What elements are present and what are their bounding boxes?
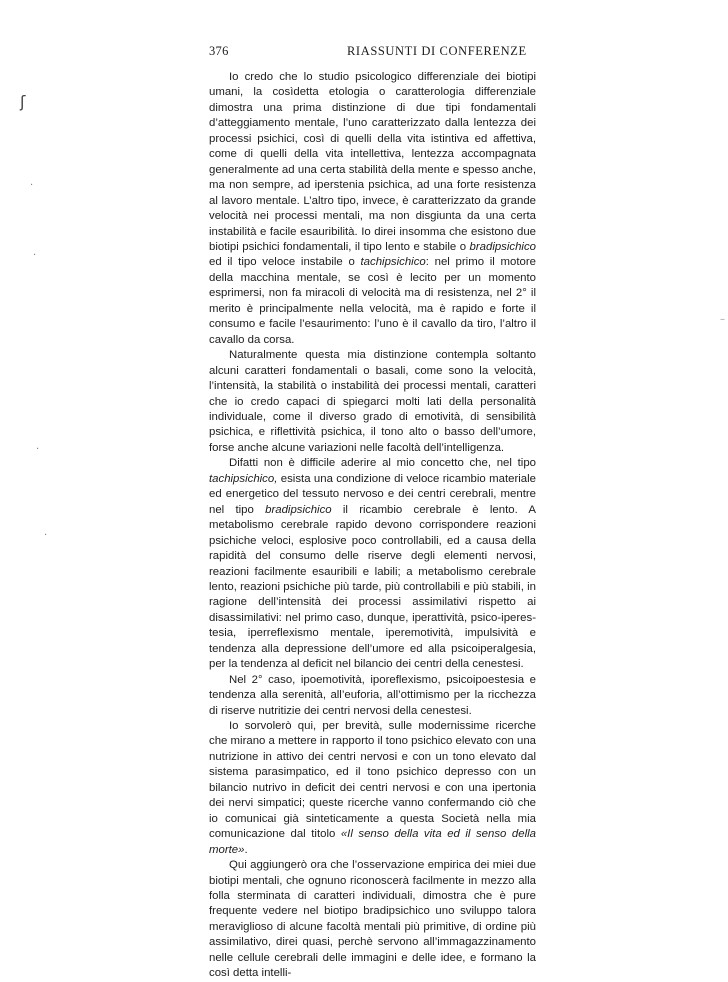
page-header xyxy=(209,44,534,64)
margin-speck-icon: · xyxy=(33,250,37,261)
text-run: Io credo che lo studio psicologico differenziale dei biotipi umani, la cosìdetta etologia o caratterologia differenziale dimostra una prima distinzione di due tipi fondamentali d’atteggiamento mentale, l’uno caratterizzato dalla lentezza dei processi psichici, così di quelli della vita istintiva ed affettiva, come di quelli della vita intellettiva, lentezza accompagnata generalmente ad una certa stabilità della mente e spesso anche, ma non sempre, ad iperstenia psichica, ad una forte resistenza al lavoro mentale. L’altro tipo, invece, è caratterizzato da grande velocità nei processi mentali, ma non disgiunta da una certa instabilità e facile esauribilità. Io direi insomma che esistono due biotipi psichici fondamentali, il tipo lento e stabile o xyxy=(209,71,536,253)
margin-tick-icon: – xyxy=(720,314,725,325)
italic-text: «Il senso della vita ed il senso della morte» xyxy=(209,828,536,856)
text-run: . xyxy=(244,843,248,856)
italic-text: bradipsichico xyxy=(265,503,332,516)
margin-mark-icon: ʃ xyxy=(20,92,26,111)
paragraph xyxy=(209,70,536,348)
text-run: il ricambio cerebrale è lento. A metabolismo cerebrale rapido devono corrispondere reazioni psichiche veloci, esplosive poco controllabili, ed a causa della rapidità del consumo delle riserve degli elementi nervosi, reazioni facilmente esauribili e labili; a metabolismo cerebrale lento, reazioni psichiche più tarde, più controllabili e più stabili, in ragione dell’intensità dei processi assimilativi rispetto ai disassimilativi: nel primo caso, dunque, iperattività, psico-iperestesia, iperreflexismo mentale, iperemotività, impulsività e tendenza alla depressione dell’umore ed alla psicoiperalgesia, per la tendenza al deficit nel bilancio dei centri della cenestesi. xyxy=(209,503,537,671)
text-run: Qui aggiungerò ora che l’osservazione empirica dei miei due biotipi mentali, che ognuno riconoscerà facilmente in mezzo alla folla sterminata di caratteri individuali, dimostra che è pure frequente vedere nel biotipo bradipsichico uno sviluppo talora meraviglioso di alcune facoltà mentali più primitive, di ordine più assimilativo, direi quasi, perchè servono all’immagazzinamento nelle cellule cerebrali delle immagini e delle idee, e formano la così detta intelli- xyxy=(209,859,536,980)
italic-text: tachipsichico xyxy=(360,256,426,269)
paragraph xyxy=(209,456,536,672)
page-number: 376 xyxy=(209,44,229,58)
text-run: Nel 2° caso, ipoemotività, iporeflexismo, psicoipoestesia e tendenza alla serenità, all’euforia, all’ottimismo per la ricchezza di riserve nutritizie dei centri nervosi della cenestesi. xyxy=(209,673,536,717)
paragraph xyxy=(209,719,536,858)
text-run: Naturalmente questa mia distinzione contempla soltanto alcuni caratteri fondamentali o basali, come sono la velocità, l’intensità, la stabilità o instabilità dei processi mentali, caratteri che io credo capaci di spiegarci molti lati della personalità individuale, come il diverso grado di emotività, di sensibilità psichica, e riflettività psichica, il tono alto o basso dell’umore, forse anche alcune variazioni nelle facoltà dell’intelligenza. xyxy=(209,349,536,454)
body-text xyxy=(209,70,536,982)
margin-speck-icon: · xyxy=(30,180,34,191)
text-run: : nel primo il motore della macchina mentale, se così è lecito per un momento esprimersi, non fa miracoli di velocità ma di resistenza, nel 2° il merito è principalmente nella velocità, ma è rapido e forte il consumo e facile l’esaurimento: l’uno è il cavallo da tiro, l’altro il cavallo da corsa. xyxy=(209,256,536,346)
text-run: Io sorvolerò qui, per brevità, sulle modernissime ricerche che mirano a mettere in rapporto il tono psichico elevato con una nutrizione in attivo dei centri nervosi e con un tono elevato dal sistema parasimpatico, ed il tono psichico depresso con un bilancio nutrivo in deficit dei centri nervosi e con una ipertonia dei nervi simpatici; queste ricerche vanno confermando ciò che io comunicai già sinteticamente a questa Società nella mia comunicazione dal titolo xyxy=(209,720,536,841)
italic-text: tachipsichico, xyxy=(209,472,278,485)
running-title: RIASSUNTI DI CONFERENZE xyxy=(347,44,527,58)
text-run: ed il tipo veloce instabile o xyxy=(209,256,361,269)
italic-text: bradipsichico xyxy=(469,240,536,253)
text-run: esista una condizione di veloce ricambio materiale ed energetico del tessuto nervoso e dei centri cerebrali, mentre nel tipo xyxy=(209,472,536,516)
paragraph xyxy=(209,348,536,456)
text-run: Difatti non è difficile aderire al mio concetto che, nel tipo xyxy=(229,457,536,470)
margin-speck-icon: · xyxy=(44,530,48,541)
paragraph xyxy=(209,673,536,719)
margin-speck-icon: · xyxy=(36,444,40,455)
paragraph xyxy=(209,858,536,982)
